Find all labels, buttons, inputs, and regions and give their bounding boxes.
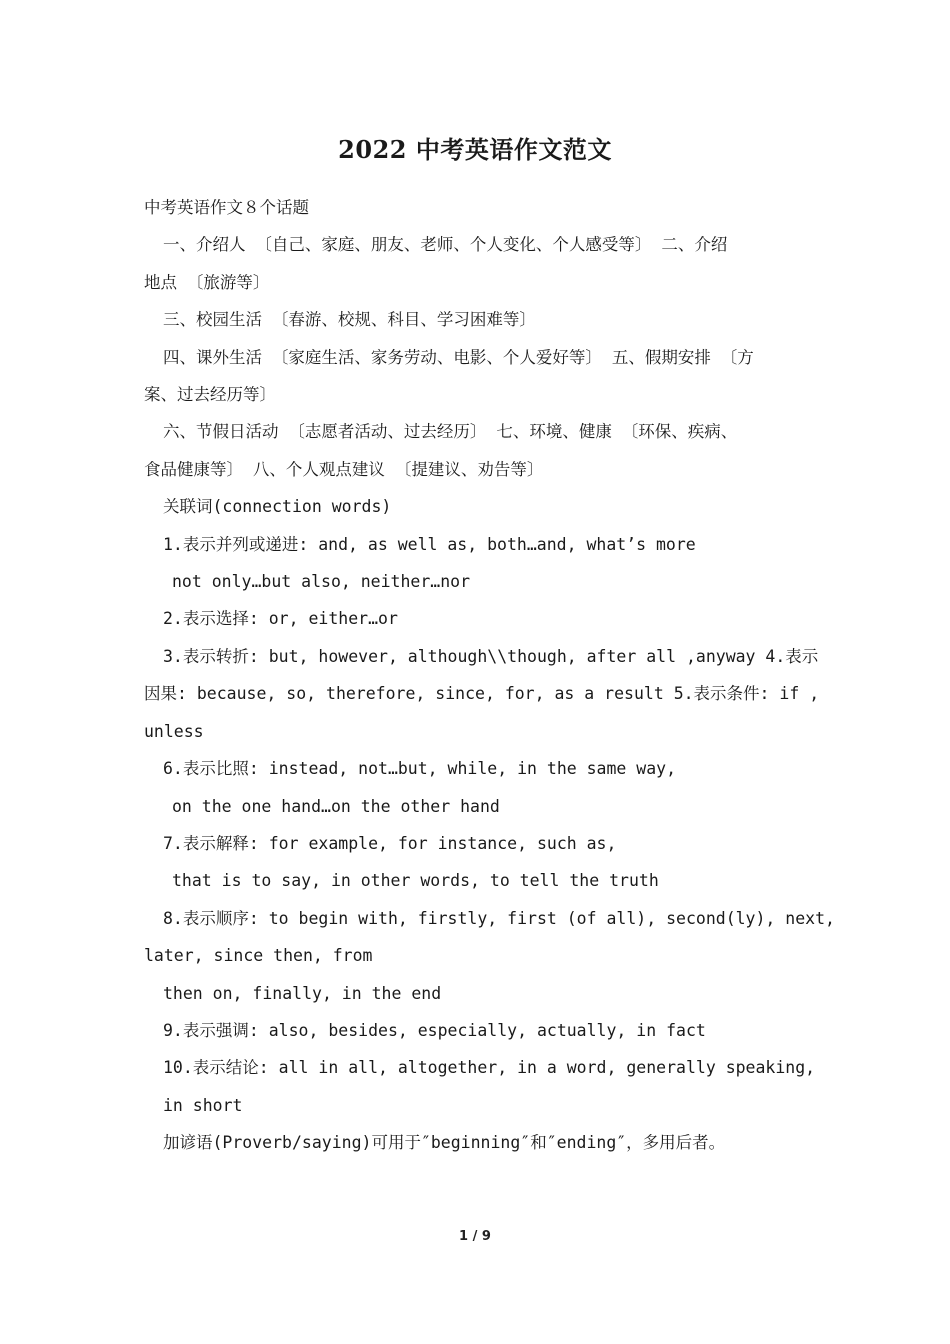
connector-line: unless bbox=[144, 721, 204, 741]
connector-line: 9.表示强调: also, besides, especially, actually, in fact bbox=[163, 1020, 706, 1040]
connector-line: 10.表示结论: all in all, altogether, in a word, generally speaking, bbox=[163, 1058, 816, 1078]
connector-line: 3.表示转折: but, however, although\\though, after all ,anyway 4.表示 bbox=[163, 646, 819, 666]
connector-line: 8.表示顺序: to begin with, firstly, first (of all), second(ly), next, bbox=[163, 908, 835, 928]
topic-heading: 中考英语作文８个话题 bbox=[144, 198, 309, 217]
topic-line: 地点 〔旅游等〕 bbox=[144, 272, 270, 292]
connector-line: in short bbox=[163, 1095, 243, 1115]
topic-line: 一、介绍人 〔自己、家庭、朋友、老师、个人变化、个人感受等〕 二、介绍 bbox=[163, 235, 728, 255]
connector-line: that is to say, in other words, to tell the truth bbox=[172, 871, 659, 891]
section-heading: 关联词(connection words) bbox=[163, 497, 392, 517]
connector-line: on the one hand…on the other hand bbox=[172, 796, 500, 816]
connector-line: then on, finally, in the end bbox=[163, 983, 442, 1003]
topic-line: 六、节假日活动 〔志愿者活动、过去经历〕 七、环境、健康 〔环保、疾病、 bbox=[163, 422, 738, 442]
connector-line: 2.表示选择: or, either…or bbox=[163, 609, 398, 629]
connector-line: not only…but also, neither…nor bbox=[172, 572, 471, 592]
page-number: 1 / 9 bbox=[459, 1229, 491, 1244]
document-body bbox=[144, 189, 835, 1162]
connector-line: 因果: because, so, therefore, since, for, as a result 5.表示条件: if , bbox=[144, 684, 820, 704]
connector-line: later, since then, from bbox=[144, 946, 373, 966]
topic-line: 案、过去经历等〕 bbox=[144, 385, 276, 405]
topic-line: 三、校园生活 〔春游、校规、科目、学习困难等〕 bbox=[163, 310, 536, 330]
topic-line: 食品健康等〕 八、个人观点建议 〔提建议、劝告等〕 bbox=[144, 459, 544, 479]
proverb-line: 加谚语(Proverb/saying)可用于″beginning″和″ending″，多用后者。 bbox=[163, 1133, 726, 1153]
topic-line: 四、课外生活 〔家庭生活、家务劳动、电影、个人爱好等〕 五、假期安排 〔方 bbox=[163, 347, 754, 367]
connector-line: 6.表示比照: instead, not…but, while, in the same way, bbox=[163, 759, 677, 779]
connector-line: 1.表示并列或递进: and, as well as, both…and, what’s more bbox=[163, 534, 696, 554]
connector-line: 7.表示解释: for example, for instance, such as, bbox=[163, 833, 617, 853]
document-title: 2022 中考英语作文范文 bbox=[338, 135, 612, 164]
